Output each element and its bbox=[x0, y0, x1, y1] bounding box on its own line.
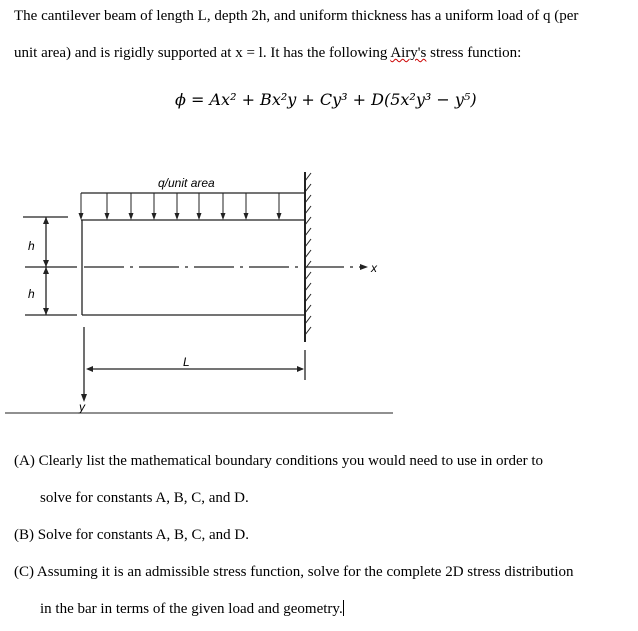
intro-line-1: The cantilever beam of length L, depth 2h, and uniform thickness has a uniform load of q (per bbox=[14, 8, 579, 24]
load-arrowhead-icon bbox=[277, 213, 282, 220]
question-c-line-1: (C) Assuming it is an admissible stress function, solve for the complete 2D stress distribution bbox=[14, 564, 574, 580]
intro-text: unit area) and is rigidly supported at x = l. It has the following bbox=[14, 45, 391, 61]
question-a-line-1: (A) Clearly list the mathematical boundary conditions you would need to use in order to bbox=[14, 453, 544, 469]
h-top-label: h bbox=[28, 239, 35, 253]
length-label: L bbox=[183, 355, 190, 369]
intro-text-end: stress function: bbox=[426, 45, 522, 61]
h-bottom-label: h bbox=[28, 287, 35, 301]
x-axis-arrowhead-icon bbox=[360, 264, 368, 270]
load-arrowhead-icon bbox=[105, 213, 110, 220]
y-axis-label: y bbox=[79, 400, 85, 414]
dim-arrowhead-icon bbox=[43, 217, 49, 224]
load-arrowhead-icon bbox=[175, 213, 180, 220]
question-c-line-2 bbox=[40, 600, 344, 618]
load-arrowhead-icon bbox=[244, 213, 249, 220]
text-cursor bbox=[343, 600, 344, 616]
dim-arrowhead-icon bbox=[86, 366, 93, 372]
question-c-text: in the bar in terms of the given load and geometry. bbox=[40, 601, 343, 617]
dim-arrowhead-icon bbox=[43, 267, 49, 274]
load-label: q/unit area bbox=[158, 176, 215, 190]
dim-arrowhead-icon bbox=[43, 260, 49, 267]
dim-arrowhead-icon bbox=[43, 308, 49, 315]
airy-word: Airy's bbox=[390, 45, 427, 61]
load-arrowhead-icon bbox=[79, 213, 84, 220]
x-axis-label: x bbox=[371, 261, 377, 275]
load-arrowhead-icon bbox=[221, 213, 226, 220]
dim-arrowhead-icon bbox=[297, 366, 304, 372]
load-arrowhead-icon bbox=[197, 213, 202, 220]
stress-function-equation: ϕ = Ax² + Bx²y + Cy³ + D(5x²y³ − y⁵) bbox=[175, 90, 477, 109]
load-arrowhead-icon bbox=[129, 213, 134, 220]
load-arrowhead-icon bbox=[152, 213, 157, 220]
question-b: (B) Solve for constants A, B, C, and D. bbox=[14, 527, 249, 543]
question-a-line-2: solve for constants A, B, C, and D. bbox=[40, 490, 249, 506]
